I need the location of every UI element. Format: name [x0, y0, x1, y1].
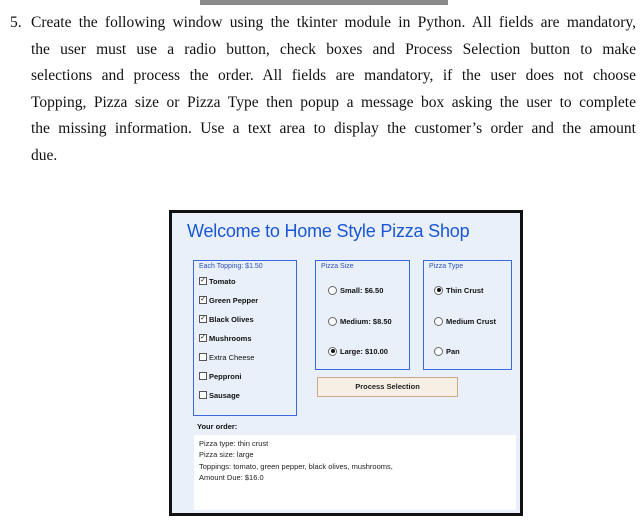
checkbox-icon: ✓: [200, 296, 206, 304]
toppings-group: [193, 260, 297, 416]
question-text: [10, 10, 636, 169]
radio-selected-icon: [434, 286, 443, 295]
order-line: Pizza size: large: [199, 450, 254, 459]
radio-icon: [434, 347, 443, 356]
type-radio-thin-crust[interactable]: [434, 286, 484, 296]
checkbox-icon: [199, 391, 207, 399]
radio-icon: [328, 317, 337, 326]
pizza-size-group: [315, 260, 410, 370]
process-selection-button[interactable]: Process Selection: [317, 377, 458, 397]
pizza-shop-window: [169, 210, 523, 516]
size-radio-medium[interactable]: [328, 317, 392, 327]
order-text-area[interactable]: [194, 435, 516, 510]
type-label: Medium Crust: [446, 317, 497, 326]
radio-selected-icon: [328, 347, 337, 356]
question-line: the user must use a radio button, check boxes and Process Selection button to make: [31, 40, 636, 58]
checkbox-icon: ✓: [200, 315, 206, 323]
type-radio-medium-crust[interactable]: [434, 317, 496, 327]
pizza-type-group-title: Pizza Type: [429, 263, 464, 270]
checkbox-icon: [199, 353, 207, 361]
type-label: Thin Crust: [446, 286, 484, 295]
radio-icon: [434, 317, 443, 326]
question-line: the missing information. Use a text area to display the customer’s order and the amount: [31, 120, 636, 137]
size-radio-small[interactable]: [328, 286, 383, 296]
question-line: selections and process the order. All fields are mandatory, if the user does not choose: [31, 67, 636, 84]
size-radio-large[interactable]: [328, 347, 388, 357]
topping-label: Mushrooms: [209, 334, 252, 343]
checkbox-icon: ✓: [200, 334, 206, 342]
radio-icon: [328, 286, 337, 295]
topping-checkbox-mushrooms[interactable]: [199, 334, 252, 343]
order-line: Pizza type: thin crust: [199, 439, 269, 448]
topping-label: Green Pepper: [209, 296, 259, 305]
topping-checkbox-sausage[interactable]: [199, 391, 240, 400]
topping-label: Extra Cheese: [209, 353, 255, 362]
topping-checkbox-black-olives[interactable]: [199, 315, 254, 324]
toppings-group-title: Each Topping: $1.50: [199, 263, 263, 270]
size-label: Small: $6.50: [340, 286, 384, 295]
topping-checkbox-tomato[interactable]: [199, 277, 236, 286]
topping-checkbox-pepproni[interactable]: [199, 372, 242, 381]
type-radio-pan[interactable]: [434, 347, 460, 357]
topping-checkbox-green-pepper[interactable]: [199, 296, 258, 305]
size-label: Medium: $8.50: [340, 317, 392, 326]
checkbox-icon: ✓: [200, 277, 206, 285]
pizza-size-group-title: Pizza Size: [321, 263, 354, 270]
order-line: Toppings: tomato, green pepper, black olives, mushrooms,: [199, 462, 393, 471]
question-line: Create the following window using the tkinter module in Python. All fields are mandatory,: [31, 14, 636, 31]
window-title: Welcome to Home Style Pizza Shop: [187, 221, 470, 241]
checkbox-icon: [199, 372, 207, 380]
topping-label: Pepproni: [209, 372, 242, 381]
order-line: Amount Due: $16.0: [199, 473, 264, 482]
pizza-type-group: [423, 260, 512, 370]
question-number: 5.: [10, 14, 22, 31]
topping-label: Sausage: [209, 391, 240, 400]
size-label: Large: $10.00: [340, 347, 388, 356]
topping-checkbox-extra-cheese[interactable]: [199, 353, 254, 362]
order-label: Your order:: [197, 422, 238, 431]
question-line: Topping, Pizza size or Pizza Type then popup a message box asking the user to complete: [31, 93, 636, 111]
topping-label: Tomato: [209, 277, 236, 286]
question-line: due.: [31, 146, 58, 164]
type-label: Pan: [446, 347, 460, 356]
cropped-header-bar: [200, 0, 448, 5]
topping-label: Black Olives: [209, 315, 254, 324]
